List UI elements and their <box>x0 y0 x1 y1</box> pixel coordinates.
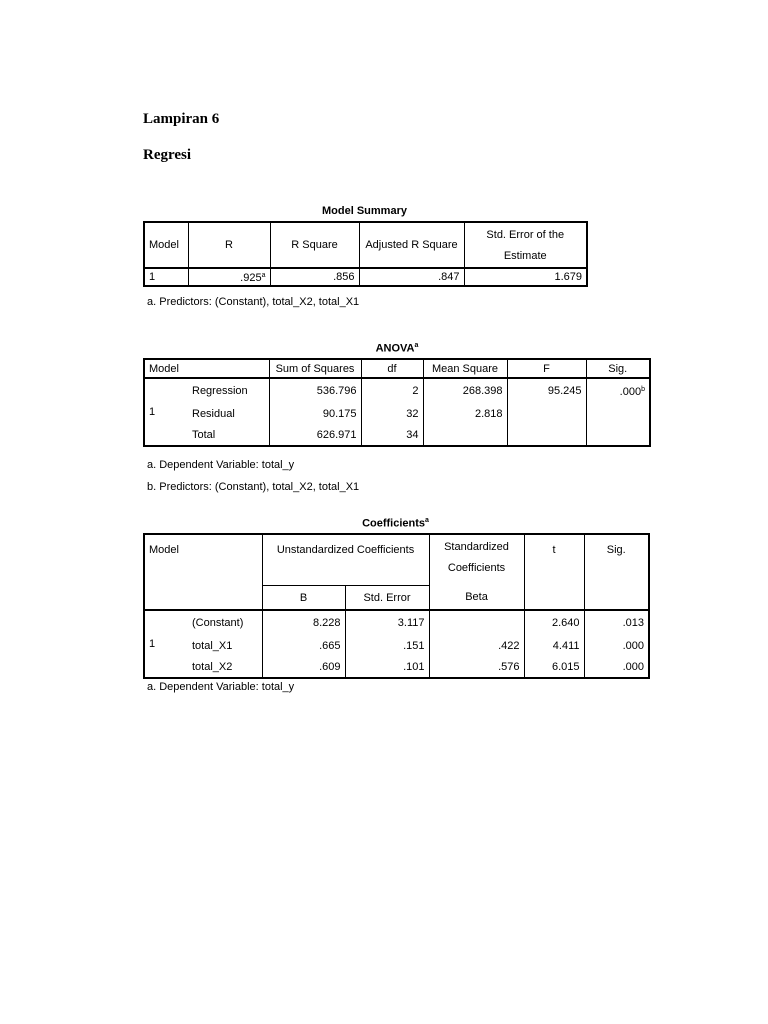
column-header: Adjusted R Square <box>359 222 464 268</box>
cell-model: 1 <box>144 610 188 678</box>
column-header: Sig. <box>586 359 650 378</box>
cell-ss: 536.796 <box>269 378 361 402</box>
table-footnote: b. Predictors: (Constant), total_X2, total_X1 <box>147 481 360 493</box>
column-header: Model <box>144 534 188 610</box>
cell-r-square: .856 <box>270 268 359 286</box>
cell-model: 1 <box>144 268 188 286</box>
column-header: Std. Error <box>345 586 429 611</box>
section-heading: Regresi <box>143 147 192 163</box>
cell-ss: 90.175 <box>269 402 361 425</box>
cell-df: 2 <box>361 378 423 402</box>
column-header-spacer <box>188 534 262 610</box>
coefficients-title <box>143 517 648 530</box>
coefficients-table <box>143 533 650 679</box>
table-row <box>144 634 649 657</box>
anova-title-text: ANOVA <box>375 342 415 355</box>
anova-title <box>143 342 651 355</box>
cell-sig: .000 <box>584 657 649 678</box>
column-header: t <box>524 534 584 610</box>
column-header: Beta <box>429 586 524 611</box>
model-summary-table <box>143 221 588 287</box>
anova-table <box>143 358 651 447</box>
cell-model: 1 <box>144 378 188 446</box>
page-heading: Lampiran 6 <box>143 111 220 127</box>
cell-ms: 268.398 <box>423 378 507 402</box>
table-header-row <box>144 534 649 586</box>
column-header-line: Coefficients <box>447 562 506 574</box>
coefficients-title-text: Coefficients <box>362 517 426 530</box>
table-row <box>144 657 649 678</box>
cell-sig <box>586 402 650 425</box>
column-header: Sig. <box>584 534 649 610</box>
cell-sig: .000 <box>584 634 649 657</box>
footnote-marker: a <box>425 517 429 524</box>
cell-se: .101 <box>345 657 429 678</box>
table-footnote: a. Dependent Variable: total_y <box>147 681 295 693</box>
column-header <box>429 534 524 586</box>
table-row <box>144 268 587 286</box>
table-row <box>144 425 650 446</box>
cell-df: 34 <box>361 425 423 446</box>
table-footnote: a. Dependent Variable: total_y <box>147 459 295 471</box>
column-header: Model <box>144 222 188 268</box>
table-row <box>144 610 649 634</box>
cell-sig: .013 <box>584 610 649 634</box>
cell-se: 3.117 <box>345 610 429 634</box>
table-row <box>144 402 650 425</box>
model-summary-title: Model Summary <box>322 205 407 217</box>
column-header: F <box>507 359 586 378</box>
row-label: Total <box>188 425 269 446</box>
table-header-row <box>144 359 650 378</box>
cell-se: .151 <box>345 634 429 657</box>
column-header-line: Estimate <box>503 250 547 262</box>
row-label: (Constant) <box>188 610 262 634</box>
cell-df: 32 <box>361 402 423 425</box>
cell-value: .000 <box>619 385 642 398</box>
cell-sig <box>586 425 650 446</box>
column-header <box>464 222 587 268</box>
cell-beta: .576 <box>429 657 524 678</box>
cell-b: 8.228 <box>262 610 345 634</box>
cell-ms <box>423 425 507 446</box>
table-footnote: a. Predictors: (Constant), total_X2, total_X1 <box>147 296 360 308</box>
footnote-marker: a <box>414 342 419 349</box>
cell-f: 95.245 <box>507 378 586 402</box>
column-header: Sum of Squares <box>269 359 361 378</box>
column-header: R <box>188 222 270 268</box>
table-header-row <box>144 222 587 268</box>
cell-b: .665 <box>262 634 345 657</box>
column-header-line: Standardized <box>444 541 509 553</box>
column-header-line: Std. Error of the <box>486 229 565 241</box>
cell-r <box>188 268 270 286</box>
cell-f <box>507 425 586 446</box>
cell-adj-r-square: .847 <box>359 268 464 286</box>
cell-beta: .422 <box>429 634 524 657</box>
column-header: Mean Square <box>423 359 507 378</box>
cell-t: 2.640 <box>524 610 584 634</box>
column-header-group: Unstandardized Coefficients <box>262 534 429 586</box>
table-row <box>144 378 650 402</box>
footnote-marker: a <box>261 272 266 279</box>
column-header: B <box>262 586 345 611</box>
cell-t: 6.015 <box>524 657 584 678</box>
cell-sig <box>586 378 650 402</box>
row-label: total_X2 <box>188 657 262 678</box>
column-header: Model <box>144 359 188 378</box>
column-header: R Square <box>270 222 359 268</box>
cell-f <box>507 402 586 425</box>
column-header: df <box>361 359 423 378</box>
cell-ss: 626.971 <box>269 425 361 446</box>
cell-b: .609 <box>262 657 345 678</box>
row-label: total_X1 <box>188 634 262 657</box>
row-label: Residual <box>188 402 269 425</box>
cell-beta <box>429 610 524 634</box>
cell-value: .925 <box>240 272 262 284</box>
cell-std-error: 1.679 <box>464 268 587 286</box>
row-label: Regression <box>188 378 269 402</box>
footnote-marker: b <box>641 385 645 393</box>
cell-t: 4.411 <box>524 634 584 657</box>
column-header-spacer <box>188 359 269 378</box>
cell-ms: 2.818 <box>423 402 507 425</box>
